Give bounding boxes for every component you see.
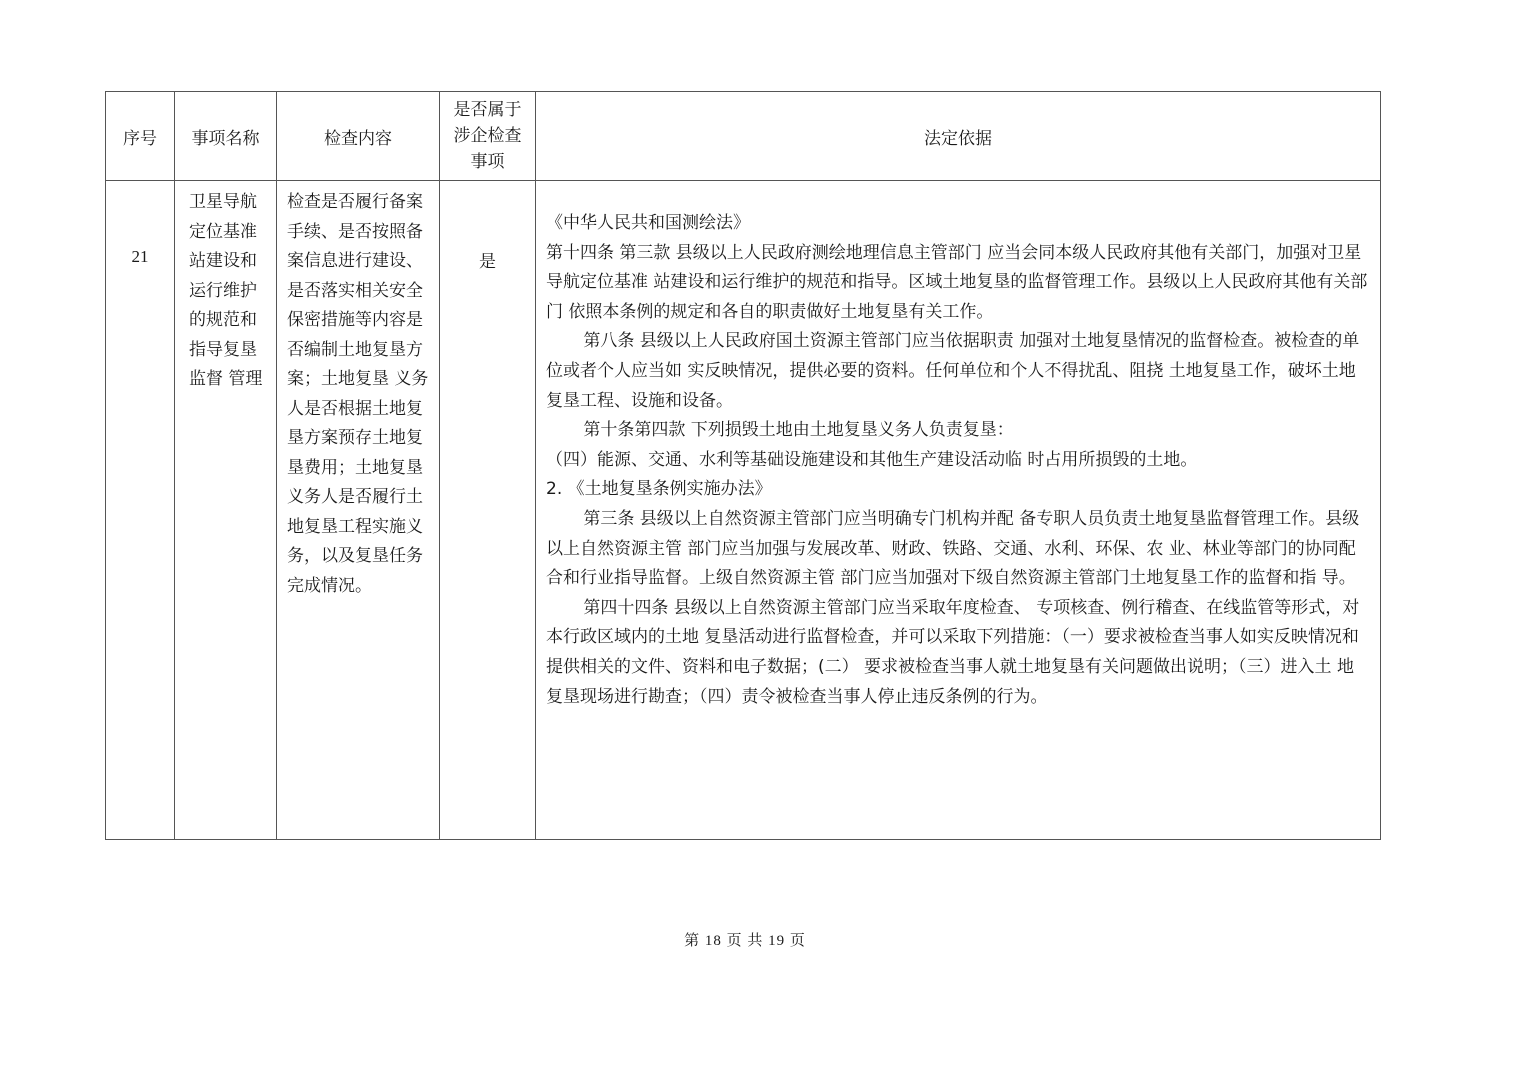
basis-line: 第十条第四款 下列损毁土地由土地复垦义务人负责复垦：: [583, 420, 1014, 441]
row-basis: [536, 181, 1381, 840]
header-enterprise: [440, 92, 536, 181]
basis-line: 第四十四条 县级以上自然资源主管部门应当采取年度检查、 专项核查、例行稽查、在线监管等形式，对本行政区域内的土地 复垦活动进行监督检查，并可以采取下列措施：（一）要求被检查当事人如实反映情况和提供相关的文件、资料和电子数据；(二） 要求被检查当事人就土地复垦有关问题做出说明；（三）进入土 地复垦现场进行勘查；（四）责令被检查当事人停止违反条例的行为。: [546, 597, 1360, 707]
basis-line: 2. 《土地复垦条例实施办法》: [546, 479, 772, 500]
basis-line: 第三条 县级以上自然资源主管部门应当明确专门机构并配 备专职人员负责土地复垦监督管理工作。县级以上自然资源主管 部门应当加强与发展改革、财政、铁路、交通、水利、环保、农 业、林业等部门的协同配合和行业指导监督。上级自然资源主管 部门应当加强对下级自然资源主管部门土地复垦工作的监督和指 导。: [546, 508, 1360, 589]
basis-line: 第八条 县级以上人民政府国土资源主管部门应当依据职责 加强对土地复垦情况的监督检查。被检查的单位或者个人应当如 实反映情况，提供必要的资料。任何单位和个人不得扰乱、阻挠 土地复垦工作，破坏土地复垦工程、设施和设备。: [546, 331, 1360, 411]
header-content: 检查内容: [277, 92, 440, 181]
page-footer: 第 18 页 共 19 页: [684, 933, 806, 949]
row-enterprise: 是: [440, 181, 536, 840]
row-content: 检查是否履行备案手续、是否按照备案信息进行建设、是否落实相关安全保密措施等内容是否编制土地复垦方案；土地复垦 义务人是否根据土地复垦方案预存土地复垦费用；土地复垦义务人是否履行土地复垦工程实施义务，以及复垦任务完成情况。: [277, 181, 440, 840]
basis-line: 《中华人民共和国测绘法》: [546, 213, 750, 233]
basis-line: （四）能源、交通、水利等基础设施建设和其他生产建设活动临 时占用所损毁的土地。: [546, 449, 1198, 470]
header-name: 事项名称: [175, 92, 277, 181]
table-header-row: [106, 92, 1381, 181]
header-basis: 法定依据: [536, 92, 1381, 181]
table-row: [106, 181, 1381, 840]
row-no: 21: [106, 181, 175, 840]
row-name: 卫星导航定位基准站建设和运行维护的规范和指导复垦监督 管理: [175, 181, 277, 840]
header-no: 序号: [106, 92, 175, 181]
basis-line: 第十四条 第三款 县级以上人民政府测绘地理信息主管部门 应当会同本级人民政府其他有关部门，加强对卫星导航定位基准 站建设和运行维护的规范和指导。区域土地复垦的监督管理工作。县级以上人民政府其他有关部门 依照本条例的规定和各自的职责做好土地复垦有关工作。: [546, 242, 1368, 322]
inspection-table: [105, 91, 1381, 840]
header-enterprise-text: 是否属于涉企检查事项: [453, 100, 522, 172]
